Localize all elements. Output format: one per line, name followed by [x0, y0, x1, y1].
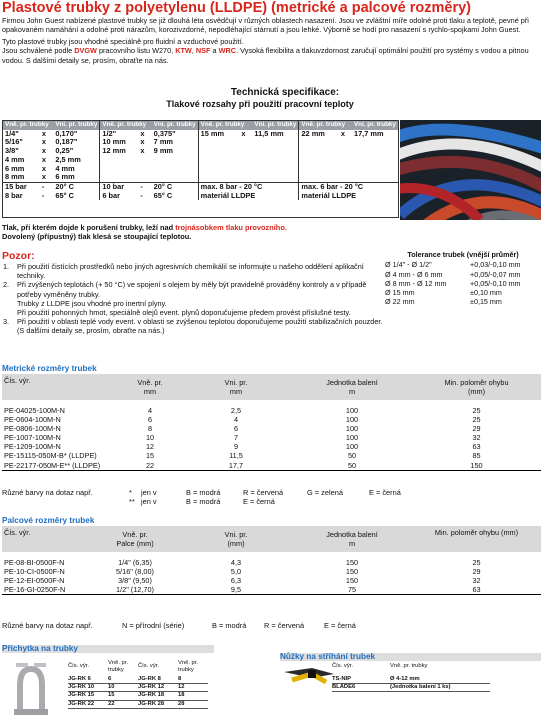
- spec-cell: [252, 147, 299, 156]
- cert-nsf: NSF: [195, 46, 211, 56]
- table-cell: 4,3: [230, 558, 242, 567]
- spec-cell: x: [340, 128, 345, 138]
- spec-cell: [239, 165, 252, 174]
- table-cell: 6: [147, 415, 153, 425]
- table-cell: 25: [472, 415, 481, 425]
- clip-cell: JG-RK 15: [68, 692, 108, 700]
- spec-cell: [152, 165, 199, 174]
- spec-cell: 0,187": [55, 137, 78, 147]
- intro-paragraph-2: Tyto plastové trubky jsou vhodné speciálně pro fluidní a vzduchové použití. Jsou schválené podle DVGW pracovního listu W270, KTW, NSF a WRC. Vysoká flexibilita a tlakuvzdornost zaručují optimální použití pro systémy s vodou a pitnou vodou. S dalšími detaily se, prosím, obraťte na nás.: [2, 36, 529, 65]
- table-cell: 4: [233, 415, 239, 425]
- spec-cell: [339, 156, 352, 165]
- table-row: [2, 461, 541, 471]
- table-cell: 150: [412, 461, 541, 471]
- inch-header-row: Čís. výr. Vně. pr. Palce (mm) Vni. pr. (mm) Jednotka balení m Min. poloměr ohybu (mm): [2, 526, 541, 552]
- spec-cell: [239, 147, 252, 156]
- table-cell: PE-15115-050M-B* (LLDPE): [4, 451, 97, 461]
- inch-table: [2, 526, 541, 595]
- metric-section-title: Metrické rozměry trubek: [2, 364, 97, 373]
- cutter-header-row: Čís. výr. Vně. pr. trubky: [332, 663, 428, 670]
- spec-cell: [138, 156, 151, 165]
- table-cell: 6: [233, 424, 239, 434]
- spec-cell: 22 mm: [299, 130, 339, 139]
- spec-table-box: [2, 120, 399, 218]
- table-cell: 75: [292, 585, 412, 595]
- spec-cell: 17,7 mm: [353, 128, 384, 138]
- intro-paragraph-1: Firmou John Guest nabízené plastové trubky se již dlouhá léta osvědčují v různých oblastech nasazení. Jsou ve zvláštní míře odolné proti tlaku a teplotě, pevné při opakovaném namáhání a odolné proti nárazům, korozivzdorné, nepodléhající stárnutí a jsou lehké. Výborně se hodí pro nasazení s rychlo-spojkami John Guest.: [2, 16, 529, 35]
- title-suffix: (metrické a palcové rozměry): [267, 0, 471, 16]
- cutter-cell: (Jednotka balení 1 ks): [390, 684, 490, 692]
- clip-cell: JG-RK 8: [138, 676, 178, 684]
- spec-header-row: Vně. pr. trubky Vni. pr. trubky Vně. pr. trubky Vni. pr. trubky Vně. pr. trubky Vni. pr. trubky Vně. pr. trubky Vni. pr. trubky: [3, 121, 398, 130]
- table-row: [2, 406, 541, 415]
- spec-cell: 10 mm: [100, 138, 139, 147]
- clip-cell: 22: [108, 700, 138, 708]
- metric-header-row: Čís. výr. Vně. pr. mm Vni. pr. mm Jednotka balení m Min. poloměr ohybu (mm): [2, 374, 541, 400]
- page-title: Plastové trubky z polyetylenu (LLDPE) (metrické a palcové rozměry): [2, 0, 471, 16]
- spec-cell: 6 mm: [55, 172, 75, 182]
- table-row: [2, 558, 541, 567]
- spec-cell: x: [241, 128, 246, 138]
- table-cell: 2,5: [230, 406, 242, 415]
- spec-cell: 1/4": [5, 128, 19, 138]
- table-cell: 11,5: [229, 451, 243, 461]
- spec-cell: [339, 138, 352, 147]
- spec-cell: [100, 165, 139, 174]
- spec-cell: 3/8": [5, 146, 19, 156]
- table-cell: PE-12-EI-0500F-N: [4, 576, 65, 586]
- tolerance-row: Ø 4 mm - Ø 6 mm +0,05/-0,07 mm: [385, 269, 521, 279]
- cutter-section-title: Nůžky na stříhání trubek: [280, 652, 376, 661]
- clip-cell: JG-RK 28: [138, 700, 178, 708]
- spec-cell: 0,375": [153, 128, 176, 138]
- table-cell: 9: [233, 442, 239, 452]
- tech-spec-title: Technická specifikace:: [230, 87, 340, 98]
- tolerance-row: Ø 15 mm ±0,10 mm: [385, 288, 502, 298]
- table-cell: 100: [345, 406, 359, 415]
- table-cell: 6,3: [230, 576, 242, 586]
- spec-cell: [239, 138, 252, 147]
- table-cell: 63: [412, 585, 541, 595]
- clip-cell: 8: [178, 676, 208, 684]
- table-cell: 15: [145, 451, 155, 461]
- table-cell: 1/4" (6,35): [118, 558, 152, 567]
- spec-cell: [339, 147, 352, 156]
- table-cell: 100: [345, 442, 359, 452]
- spec-cell: x: [41, 154, 47, 164]
- table-row: [2, 433, 541, 442]
- table-row: [2, 585, 541, 595]
- table-cell: 10: [145, 433, 155, 443]
- table-cell: 25: [472, 558, 481, 567]
- warning-item-extra: Při použití pohonných hmot, speciálně olejů event. plynů doporučujeme předem provést příslušné testy.: [17, 308, 351, 318]
- intro-text: [2, 16, 540, 65]
- table-cell: 1/2" (12,70): [90, 585, 180, 595]
- inch-color-options: Různé barvy na dotaz např. N = přírodní (série) B = modrá R = červená E = černá: [2, 621, 356, 630]
- clip-cell: JG-RK 12: [138, 684, 178, 692]
- warning-item-extra: Trubky z LLDPE jsou vhodné pro inertní plyny.: [17, 298, 167, 308]
- spec-cell: [299, 138, 339, 147]
- table-cell: 5,0: [230, 567, 242, 577]
- table-cell: PE-1007-100M-N: [4, 433, 61, 443]
- clip-row: [68, 692, 208, 700]
- spec-cell: [252, 165, 299, 174]
- table-cell: 32: [472, 576, 481, 586]
- tolerance-row: Ø 22 mm ±0,15 mm: [385, 297, 502, 307]
- spec-cell: [339, 165, 352, 174]
- spec-cell: [299, 165, 339, 174]
- spec-cell: 9 mm: [153, 146, 173, 156]
- table-row: [2, 424, 541, 433]
- spec-cell: [198, 156, 239, 165]
- table-cell: PE-22177-050M-E** (LLDPE): [2, 461, 120, 471]
- spec-table: [3, 121, 398, 200]
- cutter-row: [332, 684, 490, 692]
- table-cell: 9,5: [180, 585, 292, 595]
- table-cell: 150: [345, 558, 359, 567]
- spec-cell: 12 mm: [100, 147, 139, 156]
- table-row: [2, 415, 541, 424]
- spec-cell: x: [140, 137, 145, 147]
- table-cell: 50: [292, 461, 412, 471]
- clip-row: [68, 684, 208, 692]
- tolerance-table: [385, 250, 541, 307]
- spec-cell: [252, 138, 299, 147]
- spec-pressure-row: 15 bar - 20° C 10 bar - 20° C max. 8 bar - 20 °C max. 6 bar - 20 °C: [3, 182, 398, 191]
- clip-cell: 10: [108, 684, 138, 692]
- tolerance-row: Ø 8 mm - Ø 12 mm +0,05/-0,10 mm: [385, 278, 521, 288]
- table-cell: 17,7: [180, 461, 292, 471]
- clip-table: [68, 657, 208, 709]
- tolerance-title: Tolerance trubek (vnější průměr): [407, 250, 519, 259]
- spec-pressure-row: 8 bar - 65° C 6 bar - 65° C materiál LLDPE materiál LLDPE: [3, 192, 398, 201]
- spec-cell: 8 mm: [5, 172, 25, 182]
- inch-section-title: Palcové rozměry trubek: [2, 516, 95, 525]
- spec-cell: 0,170": [55, 128, 78, 138]
- cutter-row: [332, 676, 490, 684]
- warning-item: 1. Při použití čistících prostředků nebo jiných agresivních chemikálií se informujte u našeho oddělení aplikační techniky.: [3, 262, 364, 281]
- table-cell: 29: [472, 567, 481, 577]
- table-cell: 100: [345, 424, 359, 434]
- table-row: [2, 576, 541, 585]
- spec-cell: [299, 147, 339, 156]
- table-cell: PE-08-BI-0500F-N: [4, 558, 65, 567]
- pressure-notes: Tlak, při kterém dojde k porušení trubky, leží nad trojnásobkem tlaku provozního. Dovolený (přípustný) tlak klesá se stoupající teplotou.: [2, 223, 287, 242]
- spec-cell: [352, 138, 398, 147]
- cutter-table: [332, 657, 490, 692]
- tolerance-row: Ø 1/4" - Ø 1/2" +0,03/-0,10 mm: [385, 260, 521, 270]
- table-cell: 4: [147, 406, 153, 415]
- cert-dvgw: DVGW: [74, 46, 97, 56]
- table-cell: PE-0604-100M-N: [4, 415, 61, 425]
- clip-cell: JG-RK 10: [68, 684, 108, 692]
- table-cell: 50: [347, 451, 357, 461]
- table-cell: 100: [345, 433, 359, 443]
- spec-cell: 5/16": [5, 137, 23, 147]
- table-cell: 12: [145, 442, 155, 452]
- spec-cell: [138, 165, 151, 174]
- table-row: [2, 567, 541, 576]
- clip-cell: 6: [108, 676, 138, 684]
- clip-image: [6, 661, 56, 717]
- table-cell: 8: [147, 424, 153, 434]
- cert-ktw: KTW: [175, 46, 192, 56]
- spec-cell: [198, 138, 239, 147]
- cert-wrc: WRC: [218, 46, 237, 56]
- spec-cell: [299, 156, 339, 165]
- clip-cell: JG-RK 6: [68, 676, 108, 684]
- tubes-photo: [400, 120, 541, 220]
- clip-cell: JG-RK 22: [68, 700, 108, 708]
- spec-cell: [100, 156, 139, 165]
- clip-cell: JG-RK 18: [138, 692, 178, 700]
- tech-spec-subtitle: Tlakové rozsahy při použití pracovní teploty: [166, 99, 354, 109]
- spec-cell: [252, 156, 299, 165]
- table-row: [2, 451, 541, 460]
- spec-cell: x: [41, 146, 47, 156]
- clip-row: [68, 700, 208, 708]
- metric-color-options-2: ** jen v B = modrá E = černá: [129, 497, 275, 506]
- table-cell: PE-10-CI-0500F-N: [4, 567, 65, 577]
- table-cell: PE-0806-100M-N: [4, 424, 61, 434]
- table-cell: 100: [345, 415, 359, 425]
- spec-cell: 11,5 mm: [254, 128, 284, 138]
- table-cell: 22: [120, 461, 180, 471]
- table-row: [2, 442, 541, 451]
- clip-header-row: Čís. výr. Vně. pr. trubky Čís. výr. Vně. pr. trubky: [68, 660, 198, 673]
- spec-cell: [352, 147, 398, 156]
- cutter-cell: Ø 4-12 mm: [390, 676, 490, 684]
- warning-list: [2, 262, 384, 336]
- spec-cell: 2,5 mm: [55, 154, 81, 164]
- spec-cell: [152, 156, 199, 165]
- table-cell: 63: [472, 442, 481, 452]
- spec-cell: 4 mm: [5, 154, 25, 164]
- table-cell: 32: [472, 433, 481, 443]
- spec-cell: x: [41, 128, 47, 138]
- spec-cell: [239, 156, 252, 165]
- spec-cell: [352, 165, 398, 174]
- spec-cell: 4 mm: [55, 163, 75, 173]
- metric-color-options: Různé barvy na dotaz např. * jen v B = modrá R = červená G = zelená E = černá: [2, 488, 401, 497]
- cutter-cell: BLADE6: [332, 684, 390, 692]
- spec-cell: 15 mm: [198, 130, 239, 139]
- spec-cell: x: [41, 163, 47, 173]
- clip-section-title: Příchytka na trubky: [2, 644, 78, 653]
- clip-cell: 15: [108, 692, 138, 700]
- table-cell: 29: [472, 424, 481, 434]
- table-cell: PE-16-GI-0250F-N: [2, 585, 90, 595]
- table-cell: 7: [233, 433, 239, 443]
- warning-item: 2. Při zvýšených teplotách (+ 50 °C) ve spojení s olejem by měly být pravidelně prováděny kontroly a v případě potřeby vyměněny trubky.: [3, 280, 367, 299]
- spec-cell: x: [41, 137, 47, 147]
- spec-cell: 0,25": [55, 146, 74, 156]
- clip-row: [68, 676, 208, 684]
- table-cell: PE-04025-100M-N: [4, 406, 65, 415]
- spec-cell: x: [41, 172, 47, 182]
- spec-cell: 7 mm: [153, 137, 173, 147]
- metric-table: [2, 374, 541, 471]
- table-cell: 5/16" (8,00): [116, 567, 154, 577]
- cutter-image: [282, 660, 338, 690]
- table-cell: 150: [345, 567, 359, 577]
- spec-cell: [352, 156, 398, 165]
- clip-section-bar: [2, 645, 214, 653]
- table-cell: 85: [472, 451, 481, 461]
- table-cell: 25: [472, 406, 481, 415]
- table-cell: 150: [345, 576, 359, 586]
- spec-cell: 1/2": [100, 130, 139, 139]
- table-cell: PE-1209-100M-N: [4, 442, 61, 452]
- spec-cell: x: [140, 146, 145, 156]
- spec-cell: x: [140, 128, 145, 138]
- spec-cell: [198, 165, 239, 174]
- spec-cell: 6 mm: [5, 163, 25, 173]
- warning-item: 3. Při použití v oblasti teplé vody event. v oblasti se zvýšenou teplotou doporučujeme použití stabilizačních pouzder. (S dalšími detaily se, prosím, obraťte na nás.): [3, 317, 383, 336]
- spec-cell: [198, 147, 239, 156]
- clip-cell: 28: [178, 700, 208, 708]
- clip-cell: 12: [178, 684, 208, 692]
- table-cell: 3/8" (9,50): [118, 576, 152, 586]
- cutter-cell: TS-NIP: [332, 676, 390, 684]
- warning-title: Pozor:: [2, 250, 35, 262]
- clip-cell: 18: [178, 692, 208, 700]
